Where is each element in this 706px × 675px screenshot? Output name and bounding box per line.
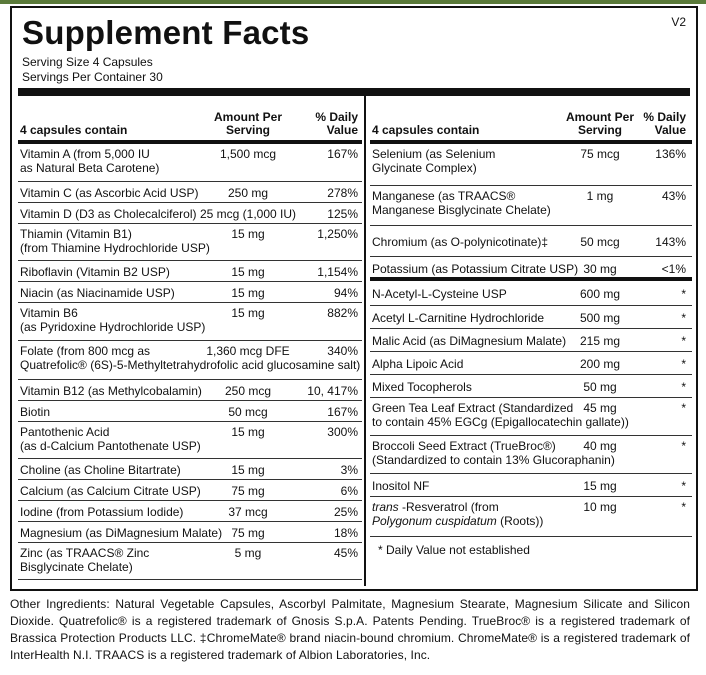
nutrient-name: Vitamin B6 (as Pyridoxine Hydrochloride USP): [20, 306, 206, 334]
nutrient-name: Thiamin (Vitamin B1) (from Thiamine Hydrochloride USP): [20, 227, 210, 255]
daily-value: 43%: [661, 189, 686, 203]
page-title: Supplement Facts: [22, 14, 310, 51]
nutrient-name: Potassium (as Potassium Citrate USP): [372, 262, 579, 276]
top-accent-bar: [0, 0, 706, 4]
amount-per-serving: 25 mcg (1,000 IU): [199, 207, 297, 221]
daily-value: 278%: [327, 186, 358, 200]
nutrient-name: Mixed Tocopherols: [372, 380, 472, 394]
table-row: [18, 144, 362, 182]
daily-value: *: [681, 287, 686, 301]
daily-value: *: [681, 479, 686, 493]
footnote-row: [370, 537, 692, 561]
amount-per-serving: 15 mg: [231, 463, 265, 477]
nutrient-name: Selenium (as Selenium Glycinate Complex): [372, 147, 496, 175]
amount-per-serving: 15 mg: [231, 227, 265, 241]
nutrient-name: Inositol NF: [372, 479, 430, 493]
table-row: [370, 474, 692, 497]
servings-per-container: Servings Per Container 30: [22, 70, 163, 84]
daily-value: <1%: [661, 262, 686, 276]
header-dv: % Daily Value: [643, 110, 686, 137]
daily-value: *: [681, 334, 686, 348]
amount-per-serving: 1,360 mcg DFE: [206, 344, 290, 358]
amount-per-serving: 50 mcg: [228, 405, 268, 419]
daily-value: 167%: [327, 147, 358, 161]
table-row: [370, 281, 692, 306]
daily-value: 45%: [333, 546, 358, 560]
table-row: [18, 459, 362, 480]
nutrient-name: Vitamin D (D3 as Cholecalciferol): [20, 207, 197, 221]
amount-per-serving: 40 mg: [583, 439, 617, 453]
nutrient-name: Magnesium (as DiMagnesium Malate): [20, 526, 223, 540]
table-row: [18, 203, 362, 224]
serving-size: Serving Size 4 Capsules: [22, 55, 153, 69]
daily-value: 1,154%: [317, 265, 358, 279]
nutrient-name: Iodine (from Potassium Iodide): [20, 505, 184, 519]
table-row: [18, 422, 362, 459]
table-row: [370, 398, 692, 436]
nutrient-name: trans -Resveratrol (from Polygonum cuspidatum (Roots)): [372, 500, 544, 528]
daily-value: 300%: [327, 425, 358, 439]
amount-per-serving: 215 mg: [579, 334, 621, 348]
daily-value: *: [681, 401, 686, 415]
amount-per-serving: 50 mg: [583, 380, 617, 394]
table-row: [18, 501, 362, 522]
header-amount: Amount Per Serving: [565, 110, 634, 137]
daily-value: 167%: [327, 405, 358, 419]
nutrient-name: Riboflavin (Vitamin B2 USP): [20, 265, 170, 279]
amount-per-serving: 45 mg: [583, 401, 617, 415]
nutrient-name: Vitamin B12 (as Methylcobalamin): [20, 384, 202, 398]
right-nutrient-table: [370, 96, 692, 561]
nutrient-name: Niacin (as Niacinamide USP): [20, 286, 175, 300]
amount-per-serving: 15 mg: [231, 265, 265, 279]
daily-value: 136%: [655, 147, 686, 161]
daily-value: 1,250%: [317, 227, 358, 241]
daily-value: 882%: [327, 306, 358, 320]
amount-per-serving: 15 mg: [231, 306, 265, 320]
daily-value: 340%: [327, 344, 358, 358]
table-row: [18, 380, 362, 401]
table-row: [370, 144, 692, 186]
table-row: [370, 375, 692, 398]
daily-value: *: [681, 500, 686, 514]
nutrient-name: Zinc (as TRAACS® Zinc Bisglycinate Chelate): [20, 546, 150, 574]
daily-value: *: [681, 380, 686, 394]
amount-per-serving: 75 mcg: [580, 147, 620, 161]
table-row: [370, 352, 692, 375]
nutrient-name: Acetyl L-Carnitine Hydrochloride: [372, 311, 545, 325]
nutrient-name: Broccoli Seed Extract (TrueBroc®) (Standardized to contain 13% Glucoraphanin): [372, 439, 615, 467]
table-row: [18, 261, 362, 282]
daily-value: 18%: [333, 526, 358, 540]
header-name: 4 capsules contain: [372, 123, 480, 137]
daily-value: *: [681, 439, 686, 453]
table-row: [18, 303, 362, 341]
nutrient-name: Chromium (as O-polynicotinate)‡: [372, 235, 549, 249]
column-divider: [364, 96, 366, 586]
amount-per-serving: 50 mcg: [580, 235, 620, 249]
table-row: [18, 182, 362, 203]
amount-per-serving: 15 mg: [231, 425, 265, 439]
amount-per-serving: 1,500 mcg: [219, 147, 277, 161]
supplement-facts-panel: [10, 6, 698, 591]
daily-value: *: [681, 357, 686, 371]
amount-per-serving: 200 mg: [579, 357, 621, 371]
nutrient-name: Manganese (as TRAACS® Manganese Bisglycinate Chelate): [372, 189, 551, 217]
nutrient-name: Malic Acid (as DiMagnesium Malate): [372, 334, 567, 348]
amount-per-serving: 75 mg: [231, 484, 265, 498]
amount-per-serving: 10 mg: [583, 500, 617, 514]
left-table-header: [18, 96, 362, 144]
daily-value: 3%: [340, 463, 358, 477]
daily-value: 125%: [327, 207, 358, 221]
table-row: [370, 186, 692, 226]
nutrient-name: N-Acetyl-L-Cysteine USP: [372, 287, 507, 301]
amount-per-serving: 5 mg: [234, 546, 262, 560]
table-row: [18, 341, 362, 380]
nutrient-name: Pantothenic Acid (as d-Calcium Pantothenate USP): [20, 425, 201, 453]
table-row: [18, 282, 362, 303]
header-amount: Amount Per Serving: [213, 110, 282, 137]
daily-value: 25%: [333, 505, 358, 519]
daily-value: 94%: [333, 286, 358, 300]
amount-per-serving: 250 mcg: [224, 384, 272, 398]
header-divider: [18, 88, 690, 96]
amount-per-serving: 15 mg: [231, 286, 265, 300]
amount-per-serving: 600 mg: [579, 287, 621, 301]
nutrient-name: Vitamin A (from 5,000 IU as Natural Beta Carotene): [20, 147, 160, 175]
daily-value: 10, 417%: [307, 384, 358, 398]
amount-per-serving: 75 mg: [231, 526, 265, 540]
amount-per-serving: 250 mg: [227, 186, 269, 200]
footnote: * Daily Value not established: [378, 543, 530, 557]
nutrient-name: Vitamin C (as Ascorbic Acid USP): [20, 186, 199, 200]
table-row: [370, 257, 692, 281]
table-row: [370, 329, 692, 352]
nutrient-name: Alpha Lipoic Acid: [372, 357, 464, 371]
amount-per-serving: 37 mcg: [228, 505, 268, 519]
table-row: [18, 224, 362, 261]
left-nutrient-table: [18, 96, 362, 580]
daily-value: 6%: [340, 484, 358, 498]
table-row: [18, 543, 362, 580]
table-row: [370, 306, 692, 329]
table-row: [18, 522, 362, 543]
amount-per-serving: 500 mg: [579, 311, 621, 325]
amount-per-serving: 30 mg: [583, 262, 617, 276]
amount-per-serving: 1 mg: [586, 189, 614, 203]
table-row: [370, 226, 692, 257]
header-name: 4 capsules contain: [20, 123, 128, 137]
table-row: [18, 401, 362, 422]
table-row: [370, 436, 692, 474]
nutrient-name: Calcium (as Calcium Citrate USP): [20, 484, 201, 498]
right-table-header: [370, 96, 692, 144]
other-ingredients: Other Ingredients: Natural Vegetable Capsules, Ascorbyl Palmitate, Magnesium Stearate, Magnesium Silicate and Silicon Dioxide. Quatrefolic® is a registered trademark of Gnosis S.p.A. Patents Pending. TrueBroc® is a registered trademark of Brassica Protection Products LLC. ‡ChromeMate® brand niacin-bound chromium. ChromeMate® is a registered trademark of InterHealth N.I. TRAACS is a registered trademark of Albion Laboratories, Inc.: [10, 597, 690, 662]
nutrient-name: Folate (from 800 mcg as Quatrefolic® (6S)-5-Methyltetrahydrofolic acid glucosamine salt): [20, 344, 361, 372]
header-dv: % Daily Value: [315, 110, 358, 137]
version-label: V2: [671, 15, 686, 29]
nutrient-name: Biotin: [20, 405, 51, 419]
nutrient-name: Choline (as Choline Bitartrate): [20, 463, 181, 477]
table-row: [370, 497, 692, 537]
nutrient-name: Green Tea Leaf Extract (Standardized to contain 45% EGCg (Epigallocatechin gallate)): [372, 401, 629, 429]
daily-value: *: [681, 311, 686, 325]
table-row: [18, 480, 362, 501]
daily-value: 143%: [655, 235, 686, 249]
amount-per-serving: 15 mg: [583, 479, 617, 493]
